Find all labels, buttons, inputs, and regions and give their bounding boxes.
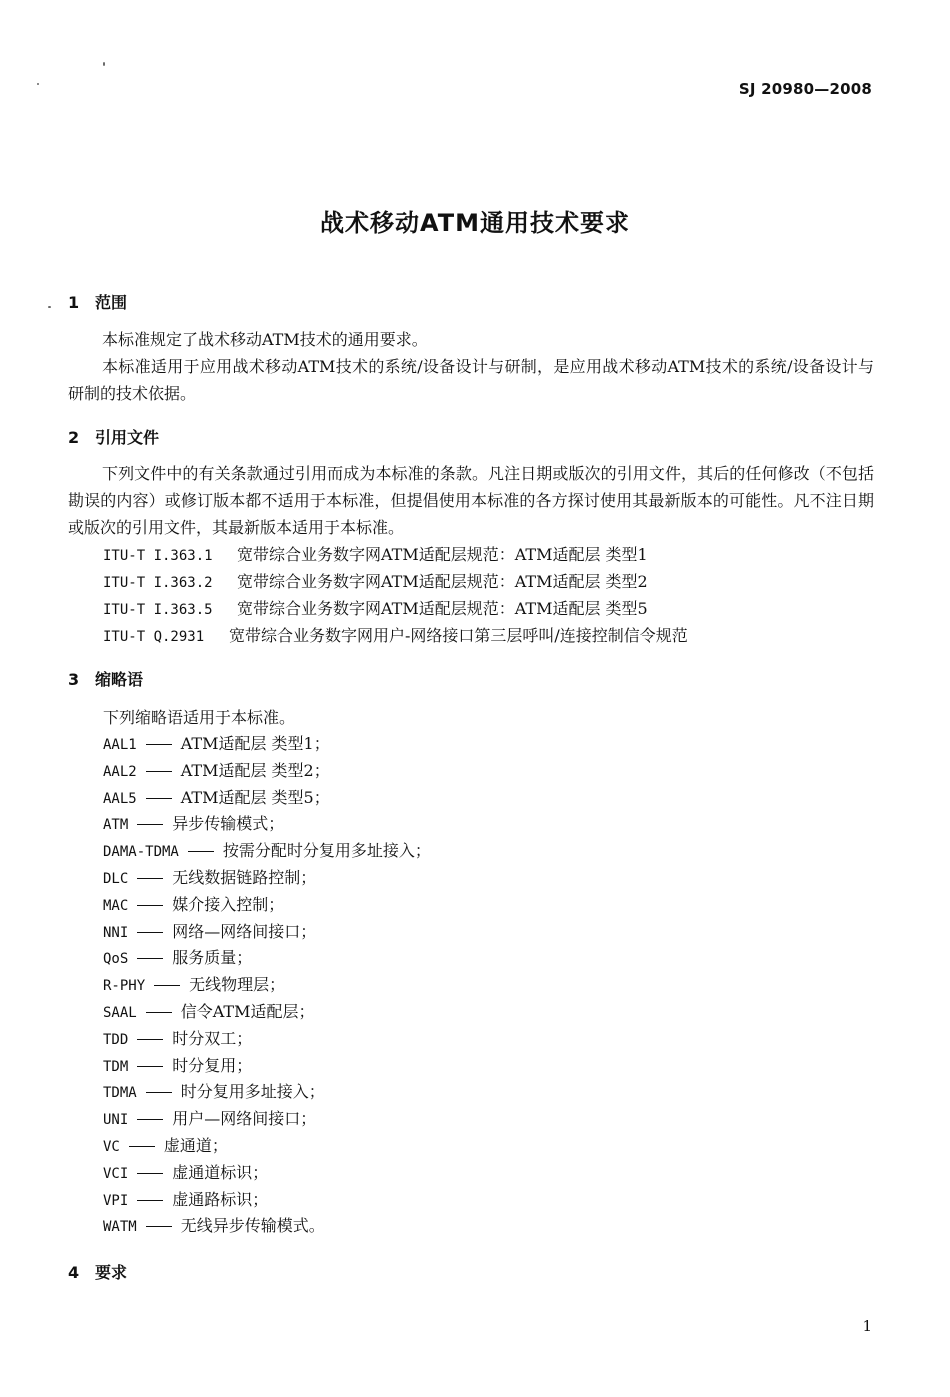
abbreviation-code: AAL2 (103, 763, 137, 780)
abbreviation-definition: 虚通路标识； (172, 1189, 269, 1209)
abbreviation-code: VCI (103, 1165, 129, 1182)
abbreviation-definition: 信令ATM适配层； (180, 1001, 315, 1021)
abbreviation-definition: 时分复用多址接入； (180, 1082, 325, 1102)
dash-separator (137, 878, 163, 879)
abbreviation-item (103, 1187, 431, 1214)
reference-code: ITU-T I.363.5 (103, 602, 213, 618)
abbreviation-code: TDD (103, 1031, 129, 1048)
dash-separator (137, 958, 163, 959)
abbreviation-code: AAL5 (103, 790, 137, 807)
reference-title: 宽带综合业务数字网ATM适配层规范：ATM适配层 类型1 (237, 545, 648, 564)
dash-separator (137, 1119, 163, 1120)
abbreviation-item (103, 758, 431, 785)
standard-code: SJ 20980—2008 (738, 80, 872, 98)
abbreviation-code: VPI (103, 1192, 129, 1209)
reference-item (103, 595, 648, 624)
abbreviation-item (103, 892, 431, 919)
scan-speck (37, 83, 39, 85)
abbreviation-code: TDMA (103, 1085, 137, 1102)
abbreviation-item (103, 785, 431, 812)
dash-separator (137, 932, 163, 933)
abbreviation-item (103, 1053, 431, 1080)
reference-item (103, 541, 648, 570)
reference-code: ITU-T Q.2931 (103, 629, 205, 645)
page-number: 1 (862, 1317, 872, 1335)
dash-separator (129, 1146, 155, 1147)
abbreviation-definition: ATM适配层 类型2； (180, 760, 330, 780)
references-intro: 下列文件中的有关条款通过引用而成为本标准的条款。凡注日期或版次的引用文件，其后的任何修改（不包括勘误的内容）或修订版本都不适用于本标准，但提倡使用本标准的各方探讨使用其最新版本的可能性。凡不注日期或版次的引用文件，其最新版本适用于本标准。 (68, 464, 874, 537)
reference-title: 宽带综合业务数字网用户-网络接口第三层呼叫/连接控制信令规范 (229, 626, 688, 645)
abbreviation-code: DLC (103, 870, 129, 887)
dash-separator (154, 985, 180, 986)
reference-title: 宽带综合业务数字网ATM适配层规范：ATM适配层 类型2 (237, 572, 648, 591)
section-title: 范围 (95, 293, 128, 312)
abbreviation-code: SAAL (103, 1004, 137, 1021)
abbreviation-item (103, 919, 431, 946)
document-title: 战术移动ATM通用技术要求 (320, 209, 630, 237)
section-title: 要求 (95, 1263, 128, 1282)
abbreviation-code: NNI (103, 924, 129, 941)
scan-speck (103, 62, 105, 66)
dash-separator (137, 824, 163, 825)
dash-separator (146, 1012, 172, 1013)
abbreviation-code: MAC (103, 897, 129, 914)
abbreviation-item (103, 838, 431, 865)
abbreviation-definition: 时分双工； (172, 1028, 253, 1048)
abbreviation-definition: ATM适配层 类型1； (180, 734, 330, 753)
abbreviation-item (103, 999, 431, 1026)
abbreviation-code: R-PHY (103, 978, 146, 995)
scan-speck (48, 306, 51, 308)
abbreviation-code: VC (103, 1138, 120, 1155)
abbreviation-code: ATM (103, 817, 129, 834)
dash-separator (137, 905, 163, 906)
abbreviation-definition: 虚通道标识； (172, 1162, 269, 1182)
section-number: 3 (68, 670, 80, 689)
section-number: 2 (68, 428, 80, 447)
abbreviation-code: TDM (103, 1058, 129, 1075)
scope-paragraph-2: 本标准适用于应用战术移动ATM技术的系统/设备设计与研制，是应用战术移动ATM技术的系统/设备设计与研制的技术依据。 (68, 357, 874, 403)
abbreviation-definition: 异步传输模式； (172, 814, 285, 834)
abbreviation-item (103, 1133, 431, 1160)
section-number: 4 (68, 1263, 80, 1282)
abbreviation-item (103, 1106, 431, 1133)
section-heading-requirements (68, 1260, 127, 1283)
dash-separator (137, 1039, 163, 1040)
abbreviation-definition: 服务质量； (172, 948, 253, 968)
abbreviation-definition: ATM适配层 类型5； (180, 787, 330, 807)
abbreviation-definition: 用户—网络间接口； (172, 1109, 317, 1129)
section-number: 1 (68, 293, 80, 312)
abbreviation-item (103, 811, 431, 838)
abbreviation-code: QoS (103, 951, 129, 968)
dash-separator (137, 1173, 163, 1174)
abbreviation-code: UNI (103, 1112, 129, 1129)
abbreviation-item (103, 1213, 431, 1240)
reference-code: ITU-T I.363.1 (103, 548, 213, 564)
section-heading-references (68, 425, 159, 448)
scope-paragraph-1: 本标准规定了战术移动ATM技术的通用要求。 (102, 330, 428, 349)
abbreviation-code: WATM (103, 1219, 137, 1236)
abbreviation-definition: 媒介接入控制； (172, 894, 285, 914)
dash-separator (188, 851, 214, 852)
abbreviation-definition: 按需分配时分复用多址接入； (222, 841, 431, 861)
abbreviation-item (103, 1079, 431, 1106)
section-heading-scope (68, 290, 127, 313)
abbreviation-item (103, 1026, 431, 1053)
abbreviation-definition: 无线数据链路控制； (172, 867, 317, 887)
reference-code: ITU-T I.363.2 (103, 575, 213, 591)
dash-separator (146, 1226, 172, 1227)
section-title: 缩略语 (95, 670, 144, 689)
dash-separator (146, 771, 172, 772)
abbreviation-definition: 无线物理层； (189, 975, 286, 995)
abbreviation-definition: 网络—网络间接口； (172, 921, 317, 941)
abbreviation-item (103, 731, 431, 758)
abbreviation-definition: 时分复用； (172, 1055, 253, 1075)
dash-separator (137, 1066, 163, 1067)
reference-item (103, 622, 688, 651)
reference-title: 宽带综合业务数字网ATM适配层规范：ATM适配层 类型5 (237, 599, 648, 618)
dash-separator (137, 1200, 163, 1201)
abbreviation-code: DAMA-TDMA (103, 844, 179, 861)
dash-separator (146, 1092, 172, 1093)
abbreviations-intro: 下列缩略语适用于本标准。 (103, 708, 296, 727)
section-heading-abbreviations (68, 667, 143, 690)
abbreviation-item (103, 972, 431, 999)
abbreviation-list (103, 731, 431, 1240)
reference-item (103, 568, 648, 597)
abbreviation-code: AAL1 (103, 737, 137, 753)
abbreviation-item (103, 1160, 431, 1187)
dash-separator (146, 744, 172, 745)
abbreviation-item (103, 865, 431, 892)
dash-separator (146, 798, 172, 799)
abbreviation-item (103, 945, 431, 972)
abbreviation-definition: 虚通道； (163, 1135, 228, 1155)
section-title: 引用文件 (95, 428, 160, 447)
abbreviation-definition: 无线异步传输模式。 (180, 1216, 325, 1236)
